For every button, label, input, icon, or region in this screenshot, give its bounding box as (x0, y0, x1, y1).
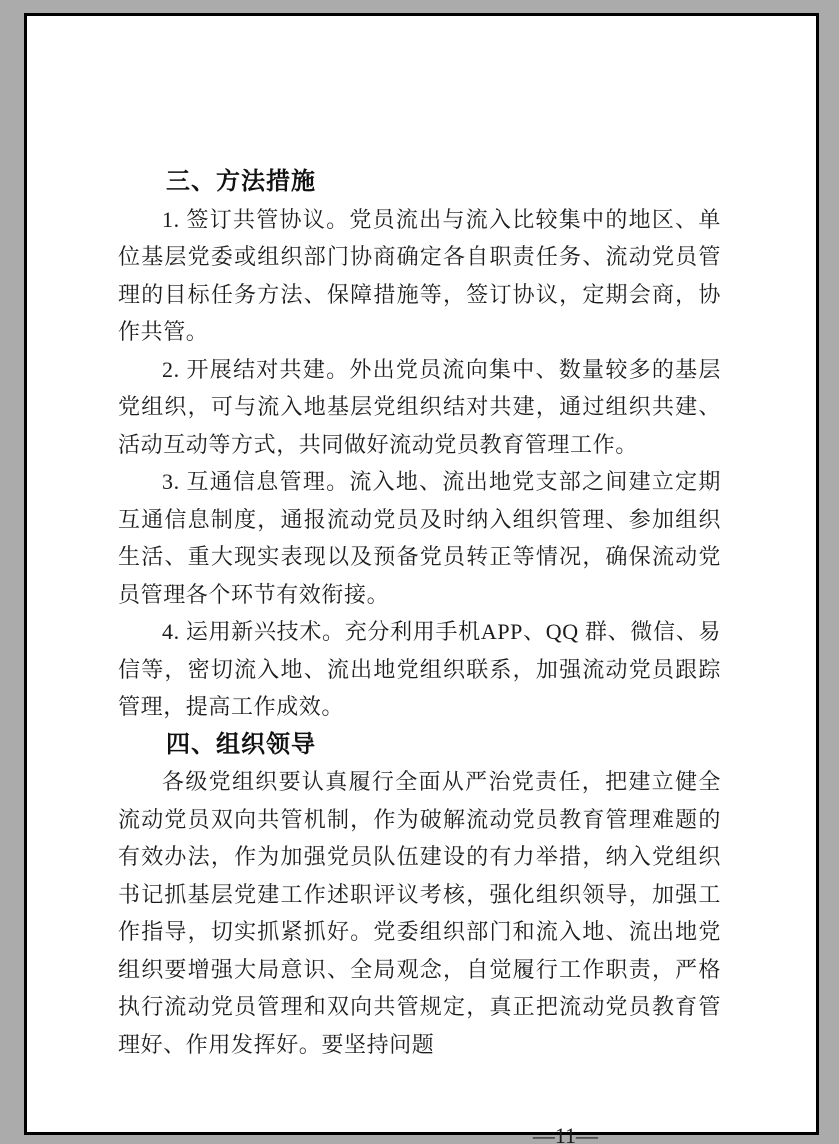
paragraph-new-technology: 4. 运用新兴技术。充分利用手机APP、QQ 群、微信、易信等，密切流入地、流出地党组织联系，加强流动党员跟踪管理，提高工作成效。 (118, 619, 721, 719)
section-heading-methods: 三、方法措施 (166, 168, 316, 195)
document-content (27, 16, 816, 1144)
page-footer (118, 1123, 721, 1144)
paragraph-organizational-leadership-body: 各级党组织要认真履行全面从严治党责任，把建立健全流动党员双向共管机制，作为破解流动党员教育管理难题的有效办法，作为加强党员队伍建设的有力举措，纳入党组织书记抓基层党建工作述职评议考核，强化组织领导，加强工作指导，切实抓紧抓好。党委组织部门和流入地、流出地党组织要增强大局意识、全局观念，自觉履行工作职责，严格执行流动党员管理和双向共管规定，真正把流动党员教育管理好、作用发挥好。要坚持问题 (118, 769, 721, 1057)
paragraph-pairing-co-building: 2. 开展结对共建。外出党员流向集中、数量较多的基层党组织，可与流入地基层党组织结对共建，通过组织共建、活动互动等方式，共同做好流动党员教育管理工作。 (118, 356, 721, 457)
paragraph-information-exchange: 3. 互通信息管理。流入地、流出地党支部之间建立定期互通信息制度，通报流动党员及时纳入组织管理、参加组织生活、重大现实表现以及预备党员转正等情况，确保流动党员管理各个环节有效衔接。 (118, 469, 721, 607)
section-heading-organizational-leadership: 四、组织领导 (166, 730, 316, 758)
page-number: —11— (532, 1123, 598, 1144)
paragraph-sign-agreements: 1. 签订共管协议。党员流出与流入比较集中的地区、单位基层党委或组织部门协商确定各自职责任务、流动党员管理的目标任务方法、保障措施等，签订协议，定期会商，协作共管。 (118, 206, 721, 344)
document-page (24, 13, 819, 1144)
